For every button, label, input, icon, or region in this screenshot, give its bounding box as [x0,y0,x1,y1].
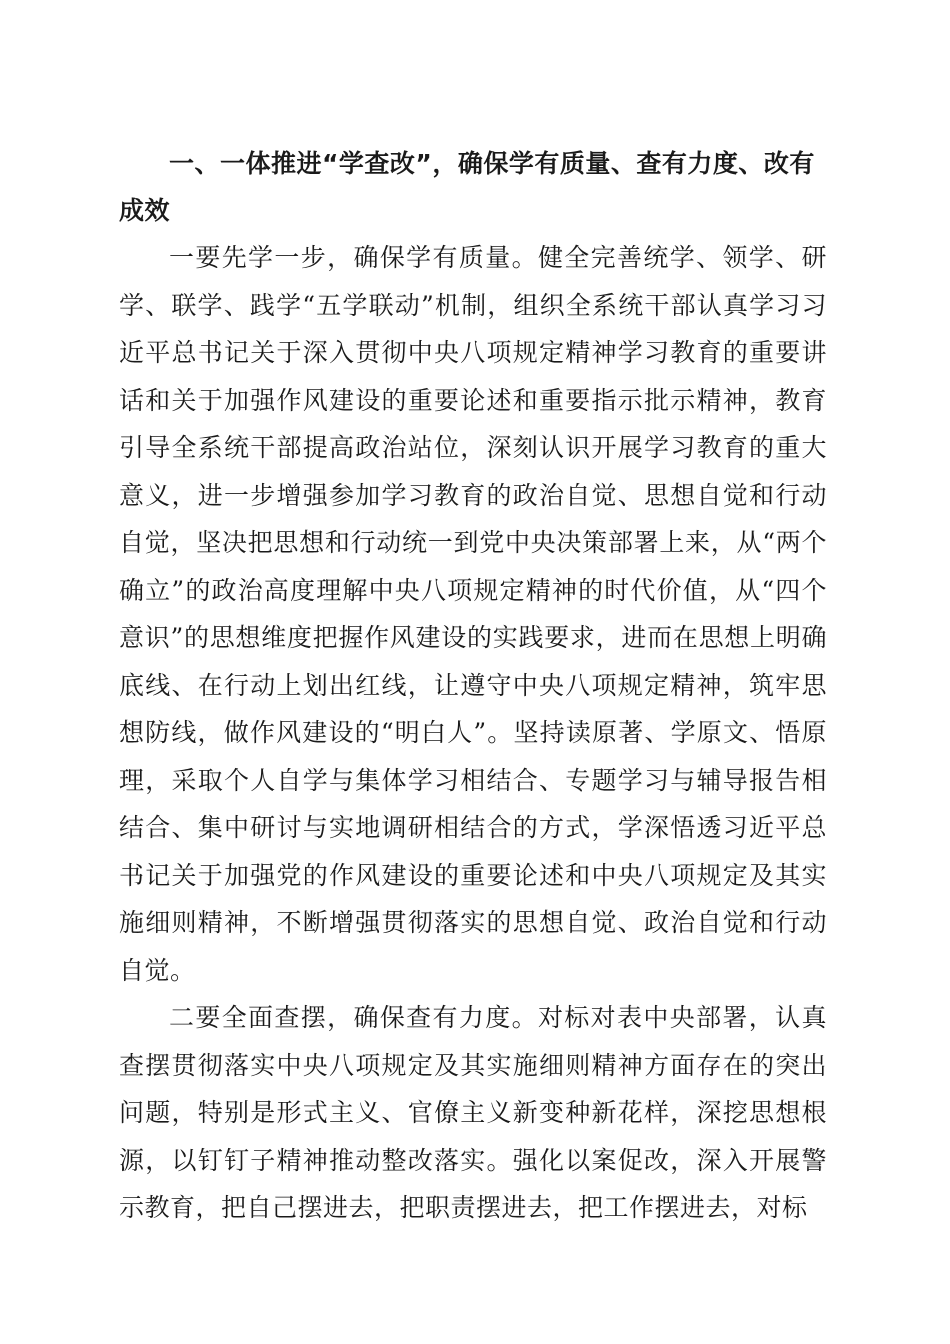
paragraph-inspect: 二要全面查摆，确保查有力度。对标对表中央部署，认真查摆贯彻落实中央八项规定及其实施细则精神方面存在的突出问题，特别是形式主义、官僚主义新变种新花样，深挖思想根源，以钉钉子精神推动整改落实。强化以案促改，深入开展警示教育，把自己摆进去，把职责摆进去，把工作摆进去，对标 [119,1003,827,1222]
section-heading: 一、一体推进“学查改”，确保学有质量、查有力度、改有成效 [119,149,815,225]
document-body [119,140,827,1232]
paragraph-study: 一要先学一步，确保学有质量。健全完善统学、领学、研学、联学、践学“五学联动”机制，组织全系统干部认真学习习近平总书记关于深入贯彻中央八项规定精神学习教育的重要讲话和关于加强作风建设的重要论述和重要指示批示精神，教育引导全系统干部提高政治站位，深刻认识开展学习教育的重大意义，进一步增强参加学习教育的政治自觉、思想自觉和行动自觉，坚决把思想和行动统一到党中央决策部署上来，从“两个确立”的政治高度理解中央八项规定精神的时代价值，从“四个意识”的思想维度把握作风建设的实践要求，进而在思想上明确底线、在行动上划出红线，让遵守中央八项规定精神，筑牢思想防线，做作风建设的“明白人”。坚持读原著、学原文、悟原理，采取个人自学与集体学习相结合、专题学习与辅导报告相结合、集中研讨与实地调研相结合的方式，学深悟透习近平总书记关于加强党的作风建设的重要论述和中央八项规定及其实施细则精神，不断增强贯彻落实的思想自觉、政治自觉和行动自觉。 [119,243,827,985]
